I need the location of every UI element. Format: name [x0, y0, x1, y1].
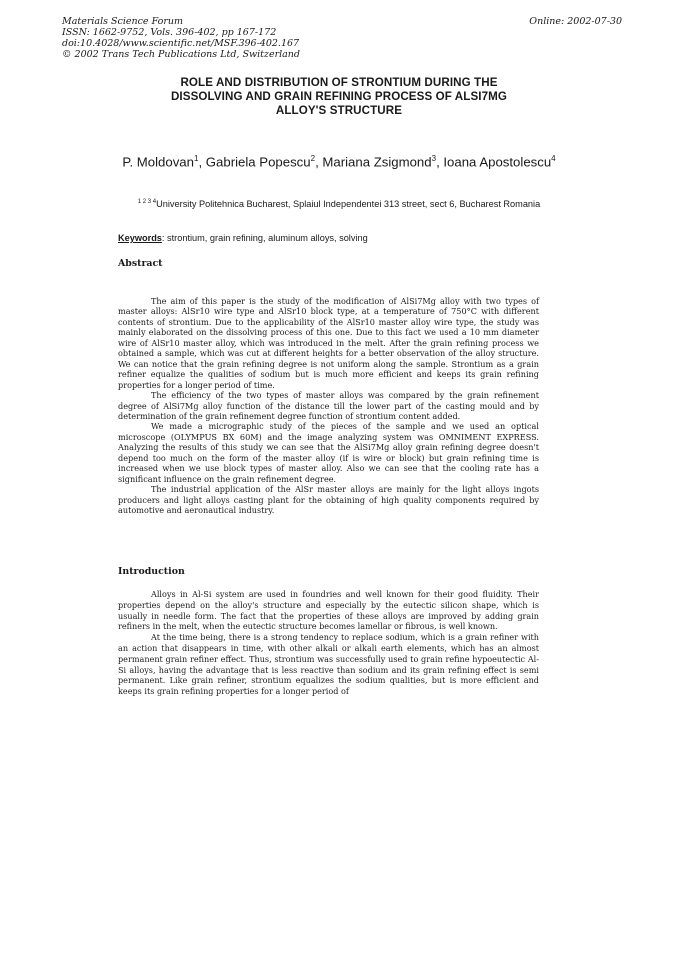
author-name: Ioana Apostolescu: [443, 154, 552, 170]
affiliation-marks: 1 2 3 4: [137, 199, 157, 205]
affiliation: [118, 197, 560, 211]
introduction-paragraph: Alloys in Al-Si system are used in foundries and well known for their good fluidity. Their properties depend on the alloy's structure and especially by the eutectic silicon shape, which is usually in needle form. The fact that the properties of these alloys are improved by adding grain refiners in the melt, when the eutectic structure becomes lamellar or fibrous, is well known.: [118, 589, 539, 632]
author-name: Gabriela Popescu: [205, 154, 311, 170]
abstract-paragraph: The industrial application of the AlSr master alloys are mainly for the light alloys ingots producers and light alloys casting plant for the obtaining of high quality components required by automotive and aeronautical industry.: [118, 484, 539, 516]
introduction-body: [118, 589, 539, 697]
journal-name: Materials Science Forum: [62, 16, 184, 27]
keywords-text: : strontium, grain refining, aluminum alloys, solving: [161, 233, 368, 243]
issn-line: ISSN: 1662-9752, Vols. 396-402, pp 167-172: [62, 27, 277, 38]
abstract-body: [118, 296, 539, 516]
keywords-line: [118, 233, 560, 244]
title-line: ALLOY'S STRUCTURE: [275, 104, 403, 117]
paper-title: [100, 76, 578, 118]
title-line: ROLE AND DISTRIBUTION OF STRONTIUM DURING THE: [180, 76, 498, 89]
keywords-label: Keywords: [118, 233, 162, 243]
introduction-paragraph: At the time being, there is a strong tendency to replace sodium, which is a grain refiner with an action that disappears in time, with other alkali or alkali earth elements, which has an almost permanent grain refiner effect. Thus, strontium was successfully used to grain refine hypoeutectic Al-Si alloys, having the advantage that is less reactive than sodium and its grain refining effect is semi permanent. Like grain refiner, strontium equalizes the sodium qualities, but is more efficient and keeps its grain refining properties for a longer period of: [118, 632, 539, 697]
author-affil-mark: 1: [193, 154, 199, 163]
abstract-paragraph: We made a micrographic study of the pieces of the sample and we used an optical microscope (OLYMPUS BX 60M) and the image analyzing system was OMNIMENT EXPRESS. Analyzing the results of this study we can see that the AlSi7Mg alloy grain refining degree doesn't depend too much on the form of the master alloy (if is wire or block) but grain refining time is increased when we use block types of master alloy. Also we can see that the cooling rate has a significant influence on the grain refinement degree.: [118, 421, 539, 484]
author-name: P. Moldovan: [122, 154, 194, 170]
abstract-paragraph: The aim of this paper is the study of the modification of AlSi7Mg alloy with two types of master alloys: AlSr10 wire type and AlSr10 block type, at a temperature of 750°C with different contents of strontium. Due to the applicability of the AlSr10 master alloy wire type, the study was mainly elaborated on the dissolving process of this one. Due to this fact we used a 10 mm diameter wire of AlSr10 master alloy, which was introduced in the melt. After the grain refining process we obtained a sample, which was cut at different heights for a better observation of the alloy structure. We can notice that the grain refining degree is not uniform along the sample. Strontium as a grain refiner equalize the qualities of sodium but is much more efficient and keeps its grain refining properties for a longer period of time.: [118, 296, 539, 390]
affiliation-text: University Politehnica Bucharest, Splaiul Independentei 313 street, sect 6, Bucharest Romania: [156, 199, 541, 210]
copyright-line: © 2002 Trans Tech Publications Ltd, Switzerland: [62, 49, 301, 60]
author-name: Mariana Zsigmond: [322, 154, 432, 170]
online-date: Online: 2002-07-30: [529, 16, 622, 27]
author-affil-mark: 3: [431, 154, 437, 163]
introduction-heading: Introduction: [118, 566, 185, 577]
author-affil-mark: 2: [310, 154, 316, 163]
abstract-heading: Abstract: [118, 258, 163, 269]
author-affil-mark: 4: [551, 154, 556, 163]
doi-link[interactable]: doi:10.4028/www.scientific.net/MSF.396-402.167: [62, 38, 300, 49]
abstract-paragraph: The efficiency of the two types of master alloys was compared by the grain refinement degree of AlSi7Mg alloy function of the distance till the lower part of the casting mould and by determination of the grain refinement degree function of strontium content added.: [118, 390, 539, 421]
author-list: P. Moldovan$^1$, Gabriela Popescu$^2$, Mariana Zsigmond$^3$, Ioana Apostolescu$^4$: [122, 154, 556, 170]
journal-header: [62, 16, 622, 60]
title-line: DISSOLVING AND GRAIN REFINING PROCESS OF ALSI7MG: [170, 90, 508, 103]
